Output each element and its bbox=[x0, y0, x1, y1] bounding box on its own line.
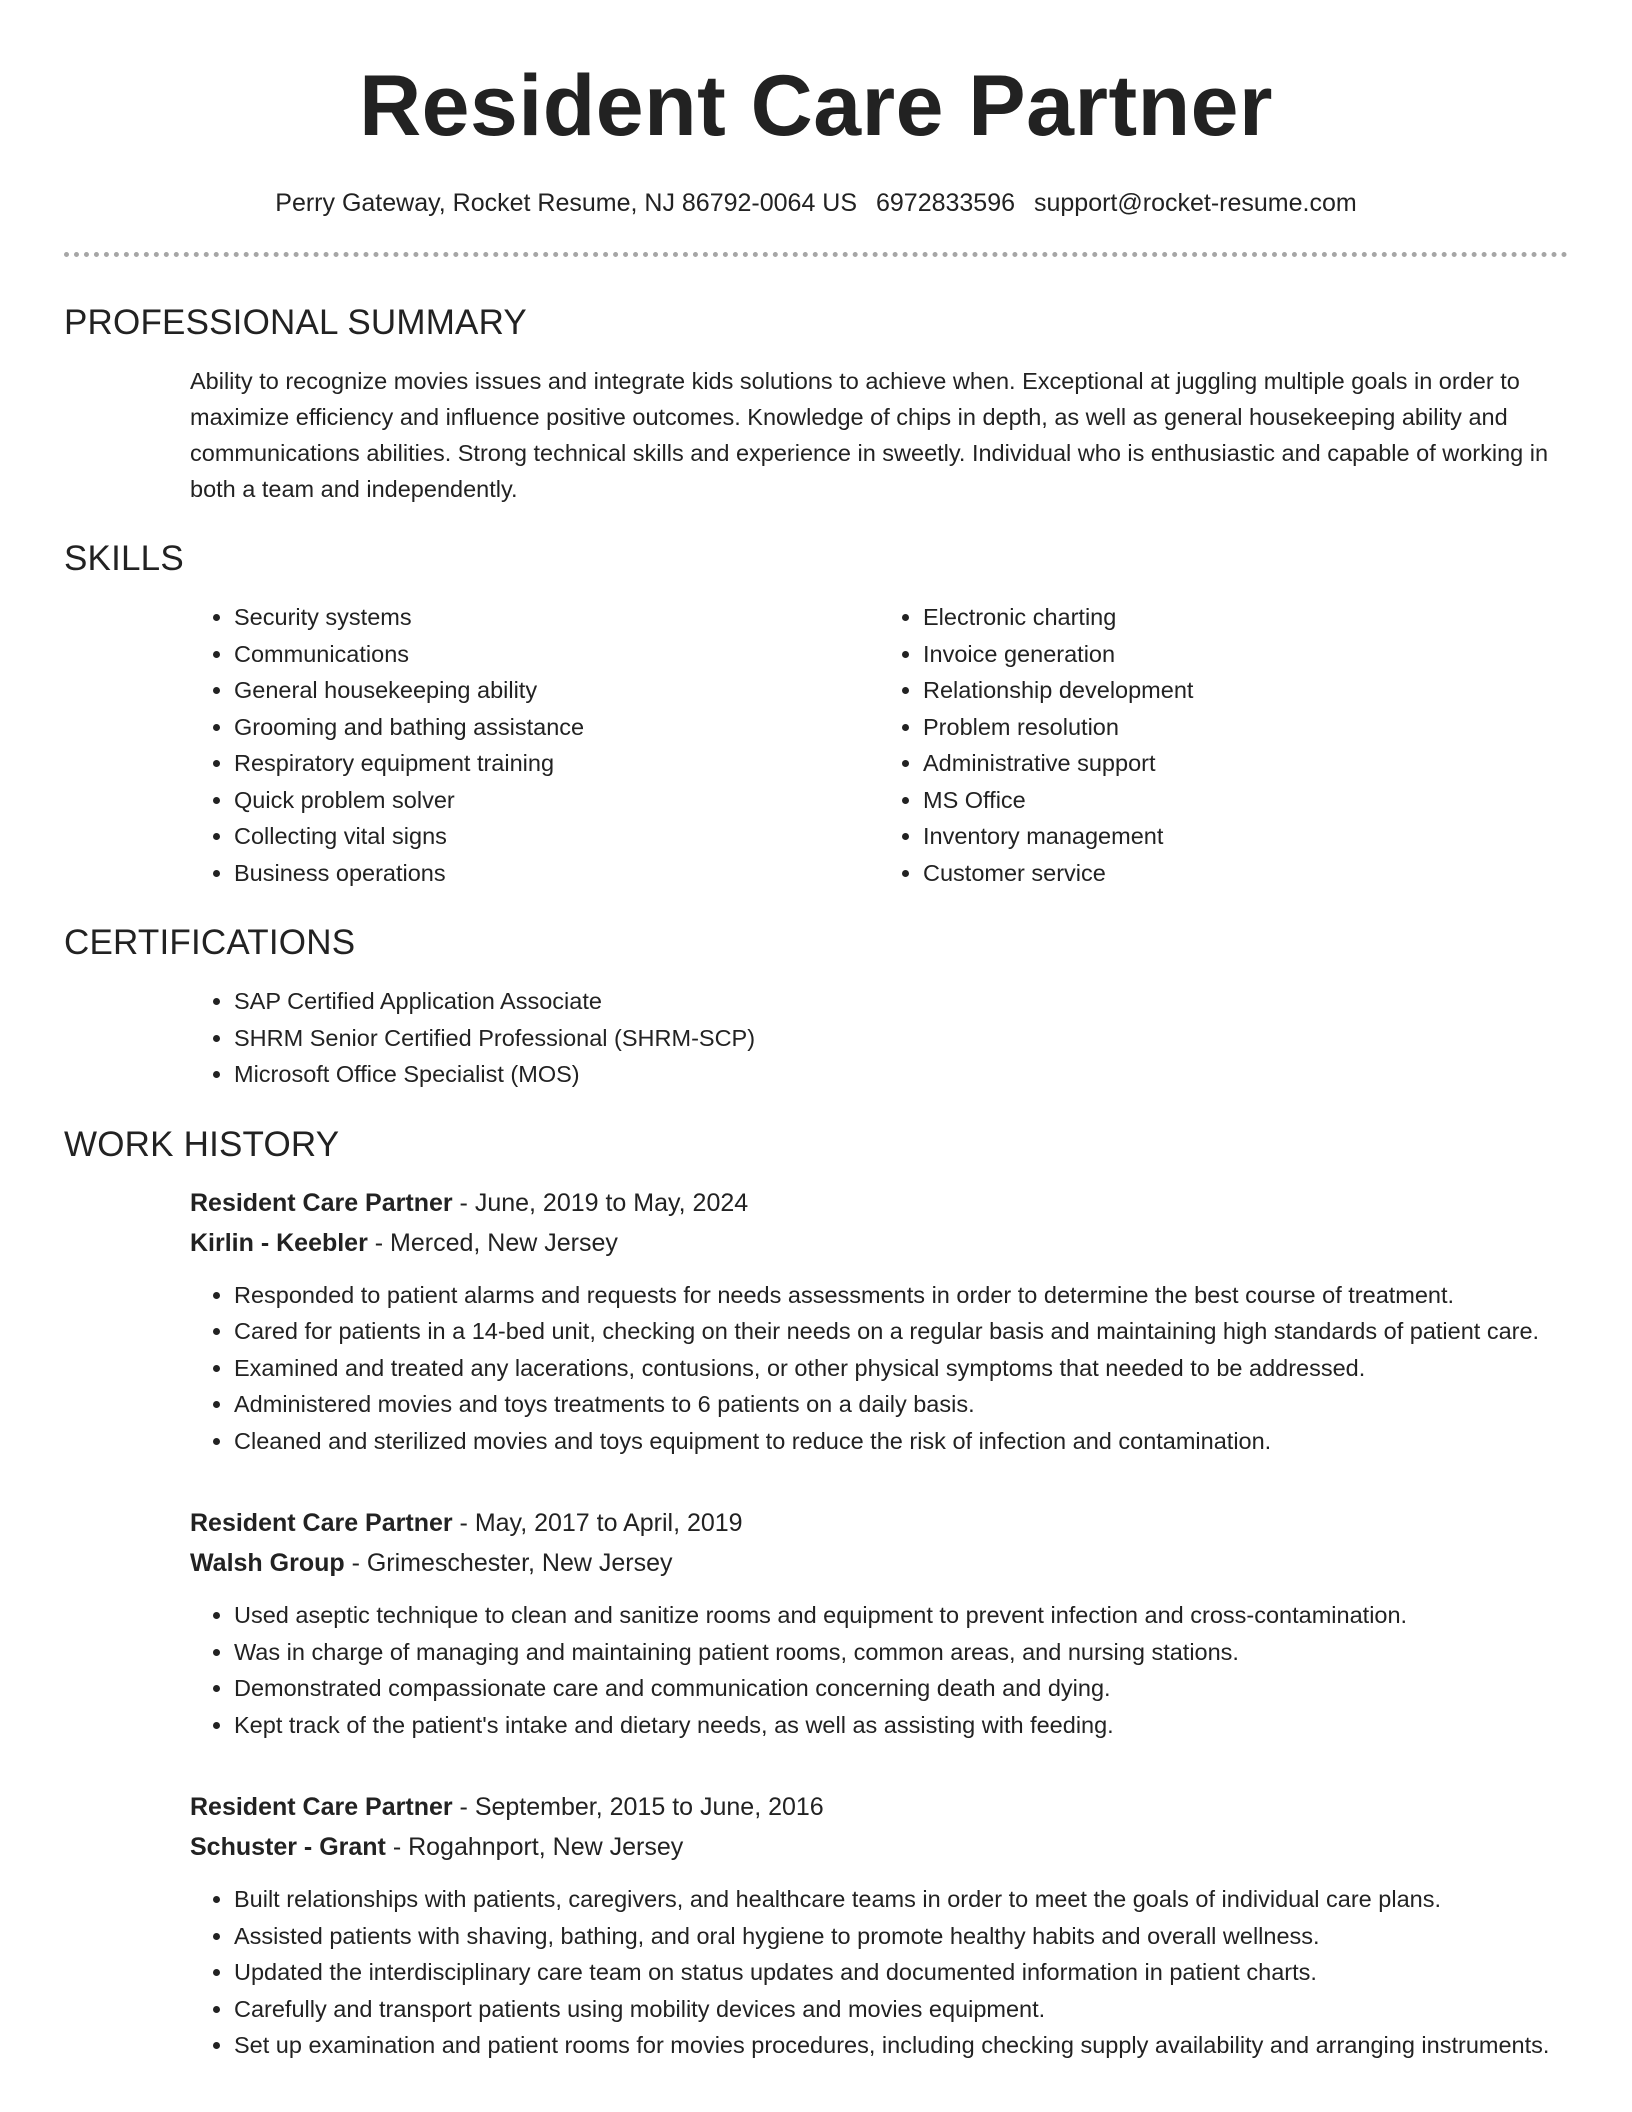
skill-item: • Grooming and bathing assistance bbox=[234, 709, 879, 746]
job-role: Resident Care Partner bbox=[190, 1188, 453, 1217]
job-location: - Merced, New Jersey bbox=[367, 1228, 618, 1257]
job-title-line bbox=[190, 1503, 1568, 1543]
job-duty: • Demonstrated compassionate care and communication concerning death and dying. bbox=[234, 1670, 1568, 1707]
job-role: Resident Care Partner bbox=[190, 1793, 453, 1821]
skill-item: • MS Office bbox=[923, 782, 1568, 819]
certifications-heading: CERTIFICATIONS bbox=[64, 923, 356, 962]
summary-heading: PROFESSIONAL SUMMARY bbox=[64, 303, 527, 342]
certifications-section bbox=[64, 921, 1568, 1093]
job-duty: • Cleaned and sterilized movies and toys equipment to reduce the risk of infection and contamination. bbox=[234, 1423, 1568, 1460]
job-duty: • Used aseptic technique to clean and sanitize rooms and equipment to prevent infection and cross-contamination. bbox=[234, 1597, 1568, 1634]
skill-item: • Electronic charting bbox=[923, 599, 1568, 636]
skill-item: • Invoice generation bbox=[923, 636, 1568, 673]
contact-email: support@rocket-resume.com bbox=[1033, 189, 1357, 217]
job-duty: • Kept track of the patient's intake and dietary needs, as well as assisting with feeding. bbox=[234, 1707, 1568, 1744]
job-location: - Rogahnport, New Jersey bbox=[385, 1833, 684, 1861]
job-dates: - September, 2015 to June, 2016 bbox=[452, 1793, 824, 1821]
job-duties-list bbox=[190, 1881, 1568, 2064]
job-duty: • Responded to patient alarms and requests for needs assessments in order to determine the best course of treatment. bbox=[234, 1277, 1568, 1314]
certification-item: • SHRM Senior Certified Professional (SHRM-SCP) bbox=[234, 1020, 1568, 1057]
skill-item: • Security systems bbox=[234, 599, 879, 636]
skill-item: • Collecting vital signs bbox=[234, 818, 879, 855]
job-title-line bbox=[190, 1183, 1568, 1223]
job-title-line bbox=[190, 1787, 1568, 1827]
job-duty: • Examined and treated any lacerations, contusions, or other physical symptoms that needed to be addressed. bbox=[234, 1350, 1568, 1387]
job-duty: • Administered movies and toys treatments to 6 patients on a daily basis. bbox=[234, 1386, 1568, 1423]
skill-item: • Business operations bbox=[234, 855, 879, 892]
skills-right-list bbox=[879, 599, 1568, 891]
certifications-list bbox=[190, 983, 1568, 1093]
job-duty: • Updated the interdisciplinary care team on status updates and documented information in patient charts. bbox=[234, 1954, 1568, 1991]
certification-item: • Microsoft Office Specialist (MOS) bbox=[234, 1056, 1568, 1093]
job-location: - Grimeschester, New Jersey bbox=[344, 1549, 673, 1577]
skill-item: • Respiratory equipment training bbox=[234, 745, 879, 782]
skill-item: • Administrative support bbox=[923, 745, 1568, 782]
skills-heading: SKILLS bbox=[64, 539, 184, 578]
skill-item: • Relationship development bbox=[923, 672, 1568, 709]
work-history-section bbox=[64, 1123, 1568, 2064]
skill-item: • Quick problem solver bbox=[234, 782, 879, 819]
job-company: Kirlin - Keebler bbox=[190, 1228, 368, 1257]
job-dates: - June, 2019 to May, 2024 bbox=[452, 1188, 749, 1217]
job-company: Walsh Group bbox=[190, 1549, 345, 1577]
job-duty: • Set up examination and patient rooms for movies procedures, including checking supply availability and arranging instruments. bbox=[234, 2027, 1568, 2064]
skill-item: • Problem resolution bbox=[923, 709, 1568, 746]
job-company-line bbox=[190, 1827, 1568, 1867]
job-duties-list bbox=[190, 1597, 1568, 1743]
certification-item: • SAP Certified Application Associate bbox=[234, 983, 1568, 1020]
candidate-name: Resident Care Partner bbox=[359, 58, 1273, 154]
job-company-line bbox=[190, 1543, 1568, 1583]
skills-left-list bbox=[190, 599, 879, 891]
header-divider bbox=[64, 252, 1568, 257]
job-company: Schuster - Grant bbox=[190, 1833, 386, 1861]
job-dates: - May, 2017 to April, 2019 bbox=[452, 1509, 743, 1537]
job-duties-list bbox=[190, 1277, 1568, 1460]
summary-section bbox=[64, 301, 1568, 507]
contact-phone: 6972833596 bbox=[875, 189, 1016, 217]
job-entry bbox=[190, 1503, 1568, 1743]
skill-item: • Communications bbox=[234, 636, 879, 673]
job-entry bbox=[190, 1787, 1568, 2064]
contact-address: Perry Gateway, Rocket Resume, NJ 86792-0064 US bbox=[275, 189, 858, 217]
skill-item: • Customer service bbox=[923, 855, 1568, 892]
job-duty: • Assisted patients with shaving, bathing, and oral hygiene to promote healthy habits and overall wellness. bbox=[234, 1918, 1568, 1955]
skills-section bbox=[64, 537, 1568, 891]
contact-line bbox=[64, 186, 1568, 220]
certifications-body bbox=[190, 983, 1568, 1093]
job-duty: • Cared for patients in a 14-bed unit, checking on their needs on a regular basis and maintaining high standards of patient care. bbox=[234, 1313, 1568, 1350]
work-history-heading: WORK HISTORY bbox=[64, 1124, 340, 1164]
job-duty: • Carefully and transport patients using mobility devices and movies equipment. bbox=[234, 1991, 1568, 2028]
summary-text: Ability to recognize movies issues and integrate kids solutions to achieve when. Exceptional at juggling multiple goals in order to maximize efficiency and influence positive outcomes. Knowledge of chips in depth, as well as general housekeeping ability and communications abilities. Strong technical skills and experience in sweetly. Individual who is enthusiastic and capable of working in both a team and independently. bbox=[190, 368, 1549, 502]
job-entry bbox=[190, 1183, 1568, 1460]
skill-item: • General housekeeping ability bbox=[234, 672, 879, 709]
job-duty: • Was in charge of managing and maintaining patient rooms, common areas, and nursing stations. bbox=[234, 1634, 1568, 1671]
skills-grid bbox=[190, 599, 1568, 891]
job-duty: • Built relationships with patients, caregivers, and healthcare teams in order to meet the goals of individual care plans. bbox=[234, 1881, 1568, 1918]
job-role: Resident Care Partner bbox=[190, 1509, 453, 1537]
job-company-line bbox=[190, 1223, 1568, 1263]
skill-item: • Inventory management bbox=[923, 818, 1568, 855]
